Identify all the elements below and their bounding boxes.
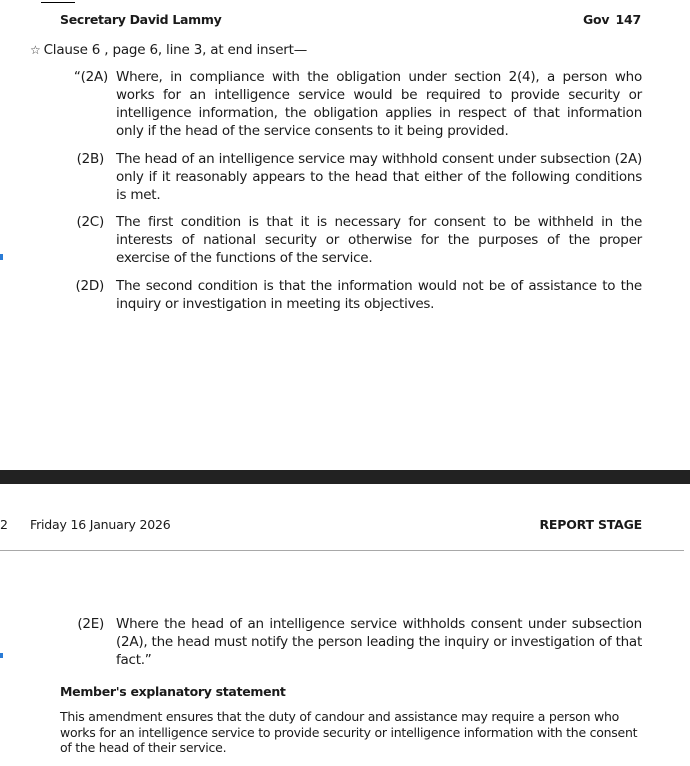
explanatory-statement-heading: Member's explanatory statement <box>60 684 286 699</box>
sitting-date: Friday 16 January 2026 <box>30 517 171 532</box>
amendment-reference: Gov 147 <box>582 12 641 27</box>
top-rule <box>41 2 75 3</box>
explanatory-statement-body: This amendment ensures that the duty of candour and assistance may require a person who works for an intelligence service to provide security or intelligence information with the consent of the head of their service. <box>60 709 638 755</box>
subsection-text: Where, in compliance with the obligation under section 2(4), a person who works for an intelligence service would be required to provide security or intelligence information, the obligation applies in respect of that information only if the head of the service consents to it being provided. <box>116 69 642 139</box>
page-break-bar <box>0 470 690 484</box>
margin-change-marker <box>0 653 3 658</box>
header-separator <box>0 550 684 551</box>
page-number: 2 <box>0 517 8 532</box>
report-stage-label: REPORT STAGE <box>539 517 642 532</box>
subsection-number: “(2A) <box>73 69 108 85</box>
margin-change-marker <box>0 254 3 260</box>
subsection-text: The first condition is that it is necessary for consent to be withheld in the interests of national security or otherwise for the purposes of the proper exercise of the functions of the service. <box>116 214 642 266</box>
subsection-text: The head of an intelligence service may withhold consent under subsection (2A) only if it reasonably appears to the head that either of the following conditions is met. <box>116 151 642 203</box>
instruction-text: Clause 6 , page 6, line 3, at end insert— <box>43 42 308 58</box>
subsection-number: (2D) <box>75 278 104 294</box>
subsection-text: The second condition is that the information would not be of assistance to the inquiry or investigation in meeting its objectives. <box>116 278 642 312</box>
member-name: Secretary David Lammy <box>60 12 222 27</box>
subsection-number: (2C) <box>76 214 104 230</box>
subsection-number: (2B) <box>76 151 104 167</box>
star-icon: ☆ <box>30 43 41 57</box>
subsection-number: (2E) <box>77 616 104 632</box>
subsection-text: Where the head of an intelligence service withholds consent under subsection (2A), the head must notify the person leading the inquiry or investigation of that fact.” <box>116 616 642 668</box>
amendment-instruction <box>30 42 307 58</box>
